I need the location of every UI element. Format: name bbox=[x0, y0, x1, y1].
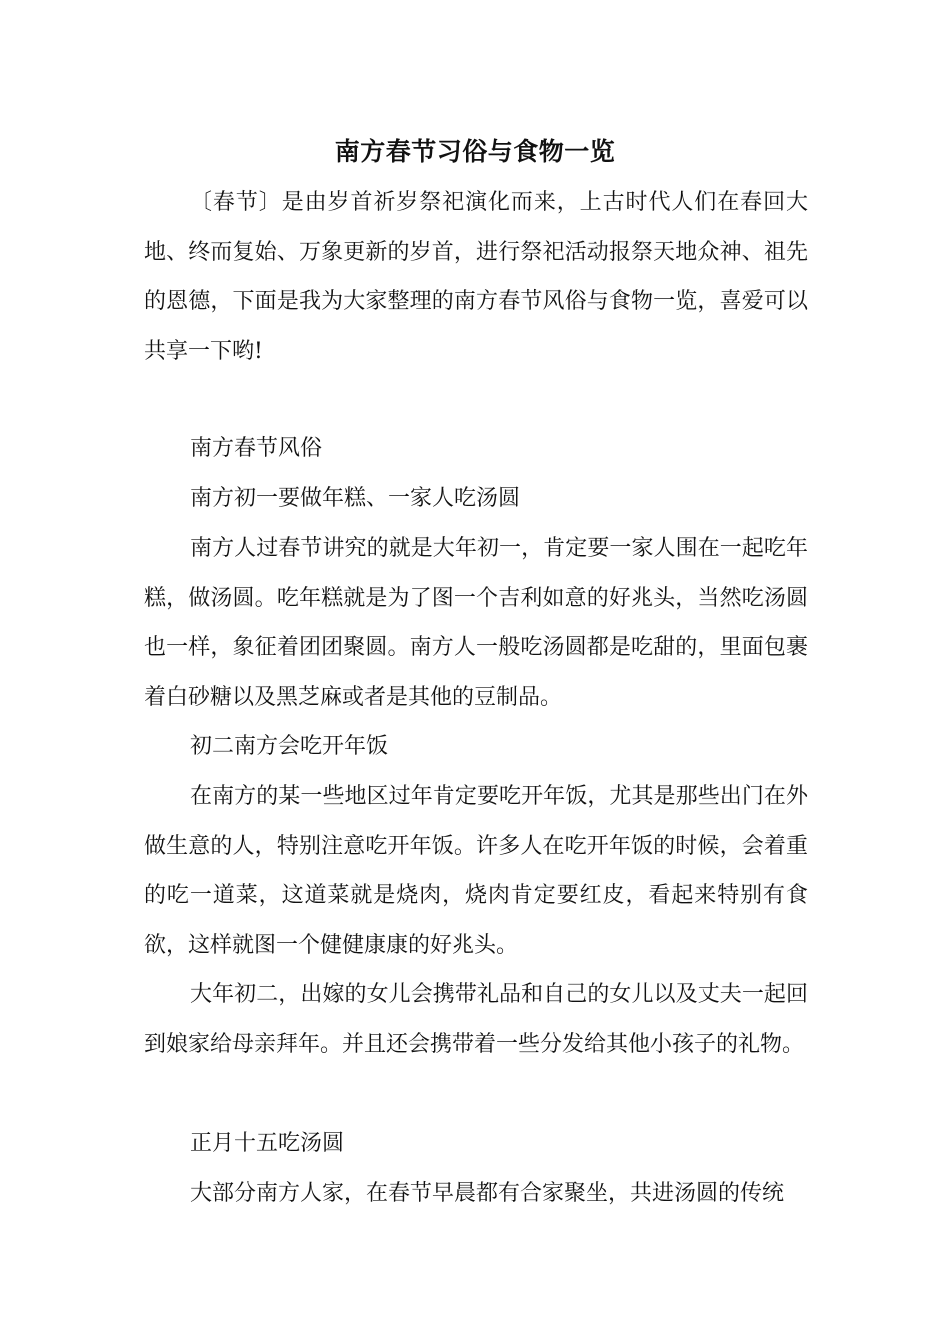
document-title: 南方春节习俗与食物一览 bbox=[334, 137, 616, 166]
subheading-day-two: 初二南方会吃开年饭 bbox=[190, 734, 389, 759]
paragraph-lantern-festival: 大部分南方人家，在春节早晨都有合家聚坐，共进汤圆的传统 bbox=[190, 1181, 785, 1206]
paragraph-day-two-visit: 大年初二，出嫁的女儿会携带礼品和自己的女儿以及丈夫一起回到娘家给母亲拜年。并且还会携带着一些分发给其他小孩子的礼物。 bbox=[144, 982, 808, 1057]
paragraph-day-one: 南方人过春节讲究的就是大年初一，肯定要一家人围在一起吃年糕，做汤圆。吃年糕就是为了图一个吉利如意的好兆头，当然吃汤圆也一样，象征着团团聚圆。南方人一般吃汤圆都是吃甜的，里面包裹着白砂糖以及黑芝麻或者是其他的豆制品。 bbox=[144, 536, 808, 710]
intro-paragraph: 〔春节〕是由岁首祈岁祭祀演化而来，上古时代人们在春回大地、终而复始、万象更新的岁首，进行祭祀活动报祭天地众神、祖先的恩德，下面是我为大家整理的南方春节风俗与食物一览，喜爱可以共享一下哟! bbox=[144, 190, 808, 364]
paragraph-day-two: 在南方的某一些地区过年肯定要吃开年饭，尤其是那些出门在外做生意的人，特别注意吃开年饭。许多人在吃开年饭的时候，会着重的吃一道菜，这道菜就是烧肉，烧肉肯定要红皮，看起来特别有食欲，这样就图一个健健康康的好兆头。 bbox=[144, 784, 808, 958]
subheading-lantern-festival: 正月十五吃汤圆 bbox=[190, 1131, 345, 1156]
subheading-day-one: 南方初一要做年糕、一家人吃汤圆 bbox=[190, 486, 521, 511]
section-heading: 南方春节风俗 bbox=[190, 436, 323, 461]
